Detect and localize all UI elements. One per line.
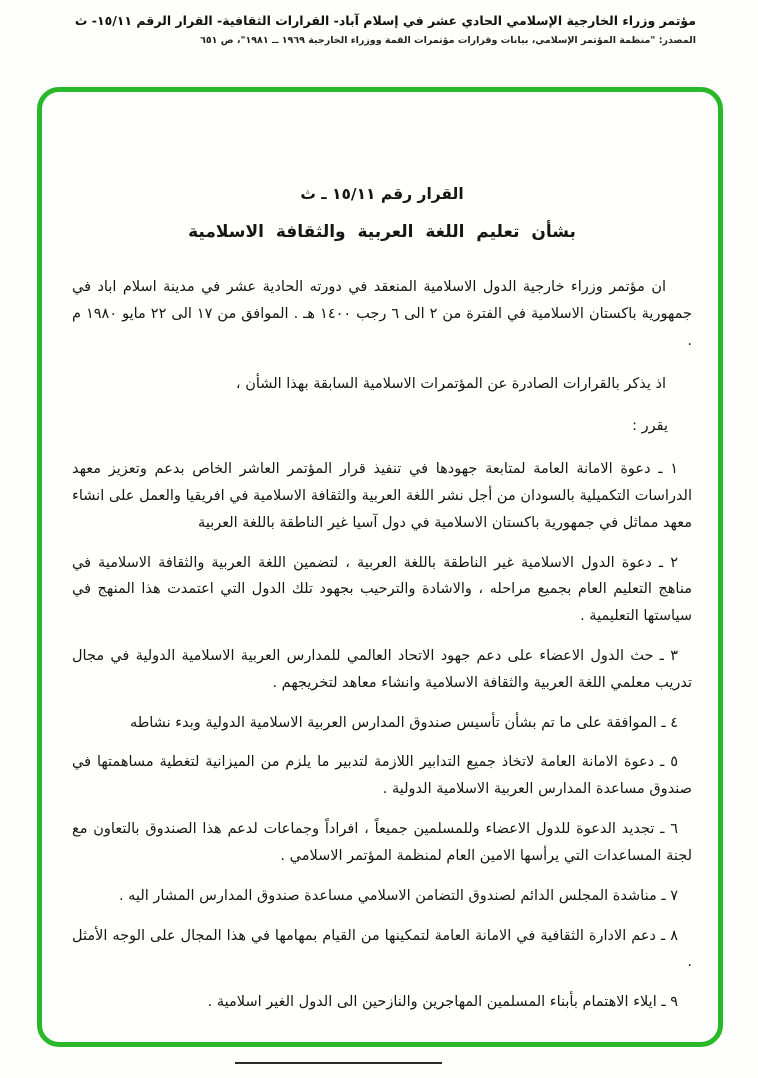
resolution-item: ٧ ـ مناشدة المجلس الدائم لصندوق التضامن الاسلامي مساعدة صندوق المدارس المشار اليه .	[118, 887, 678, 904]
resolution-item: ١ ـ دعوة الامانة العامة لمتابعة جهودها في تنفيذ قرار المؤتمر العاشر الخاص بدعم وتعزيز معهد الدراسات التكميلية بالسودان من أجل نشر اللغة العربية والثقافة الاسلامية في افريقيا والعمل على انشاء معهد مماثل في جمهورية باكستان الاسلامية في دول آسيا غير الناطقة باللغة العربية	[72, 461, 692, 531]
document-frame	[37, 87, 723, 1047]
end-divider	[235, 1062, 442, 1064]
resolution-item: ٢ ـ دعوة الدول الاسلامية غير الناطقة باللغة العربية ، لتضمين اللغة العربية والثقافة الاسلامية في مناهج التعليم العام بجميع مراحله ، والاشادة والترحيب بجهود تلك الدول التي اعتمدت هذا المنهج في سياستها التعليمية .	[72, 554, 692, 625]
header-title: مؤتمر وزراء الخارجية الإسلامي الحادي عشر في إسلام آباد- القرارات الثقافية- القرار الرقم ١٥/١١- ث	[74, 13, 696, 28]
resolution-item: ٥ ـ دعوة الامانة العامة لاتخاذ جميع التدابير اللازمة لتدبير ما يلزم من الميزانية لتغطية مساهمتها في صندوق مساعدة المدارس العربية الاسلامية الدولية .	[72, 754, 692, 798]
resolution-subject: بشأن تعليم اللغة العربية والثقافة الاسلامية	[188, 221, 576, 242]
resolution-item: ٤ ـ الموافقة على ما تم بشأن تأسيس صندوق المدارس العربية الاسلامية الدولية وبدء نشاطه	[129, 714, 678, 731]
resolution-number: القرار رقم ١٥/١١ ـ ث	[300, 185, 464, 203]
recalling-paragraph: اذ يذكر بالقرارات الصادرة عن المؤتمرات الاسلامية السابقة بهذا الشأن ،	[235, 375, 666, 392]
resolution-item: ٩ ـ ايلاء الاهتمام بأبناء المسلمين المهاجرين والنازحين الى الدول الغير اسلامية .	[207, 994, 678, 1011]
resolution-item: ٦ ـ تجديد الدعوة للدول الاعضاء وللمسلمين جميعاً ، افراداً وجماعات لدعم هذا الصندوق بالتعاون مع لجنة المساعدات التي يرأسها الامين العام لمنظمة المؤتمر الاسلامي .	[72, 821, 692, 864]
resolution-item: ٣ ـ حث الدول الاعضاء على دعم جهود الاتحاد العالمي للمدارس العربية الاسلامية الدولية في مجال تدريب معلمي اللغة العربية والثقافة الاسلامية وانشاء معاهد لتخريجهم .	[72, 648, 692, 691]
preamble-paragraph: ان مؤتمر وزراء خارجية الدول الاسلامية المنعقد في دورته الحادية عشر في مدينة اسلام اباد في جمهورية باكستان الاسلامية في الفترة من ٢ الى ٦ رجب ١٤٠٠ هـ . الموافق من ١٧ الى ٢٢ مايو ١٩٨٠ م .	[72, 279, 692, 349]
decides-heading: يقرر :	[632, 418, 668, 435]
resolution-item: ٨ ـ دعم الادارة الثقافية في الامانة العامة لتمكينها من القيام بمهامها في هذا المجال على الوجه الأمثل .	[72, 927, 692, 971]
page-header	[62, 12, 696, 46]
header-source: المصدر: "منظمة المؤتمر الإسلامي، بيانات وقرارات مؤتمرات القمة ووزراء الخارجية ١٩٦٩ ــ ١٩٨١"، ص ٦٥١	[200, 34, 696, 46]
document-body	[42, 92, 718, 1064]
